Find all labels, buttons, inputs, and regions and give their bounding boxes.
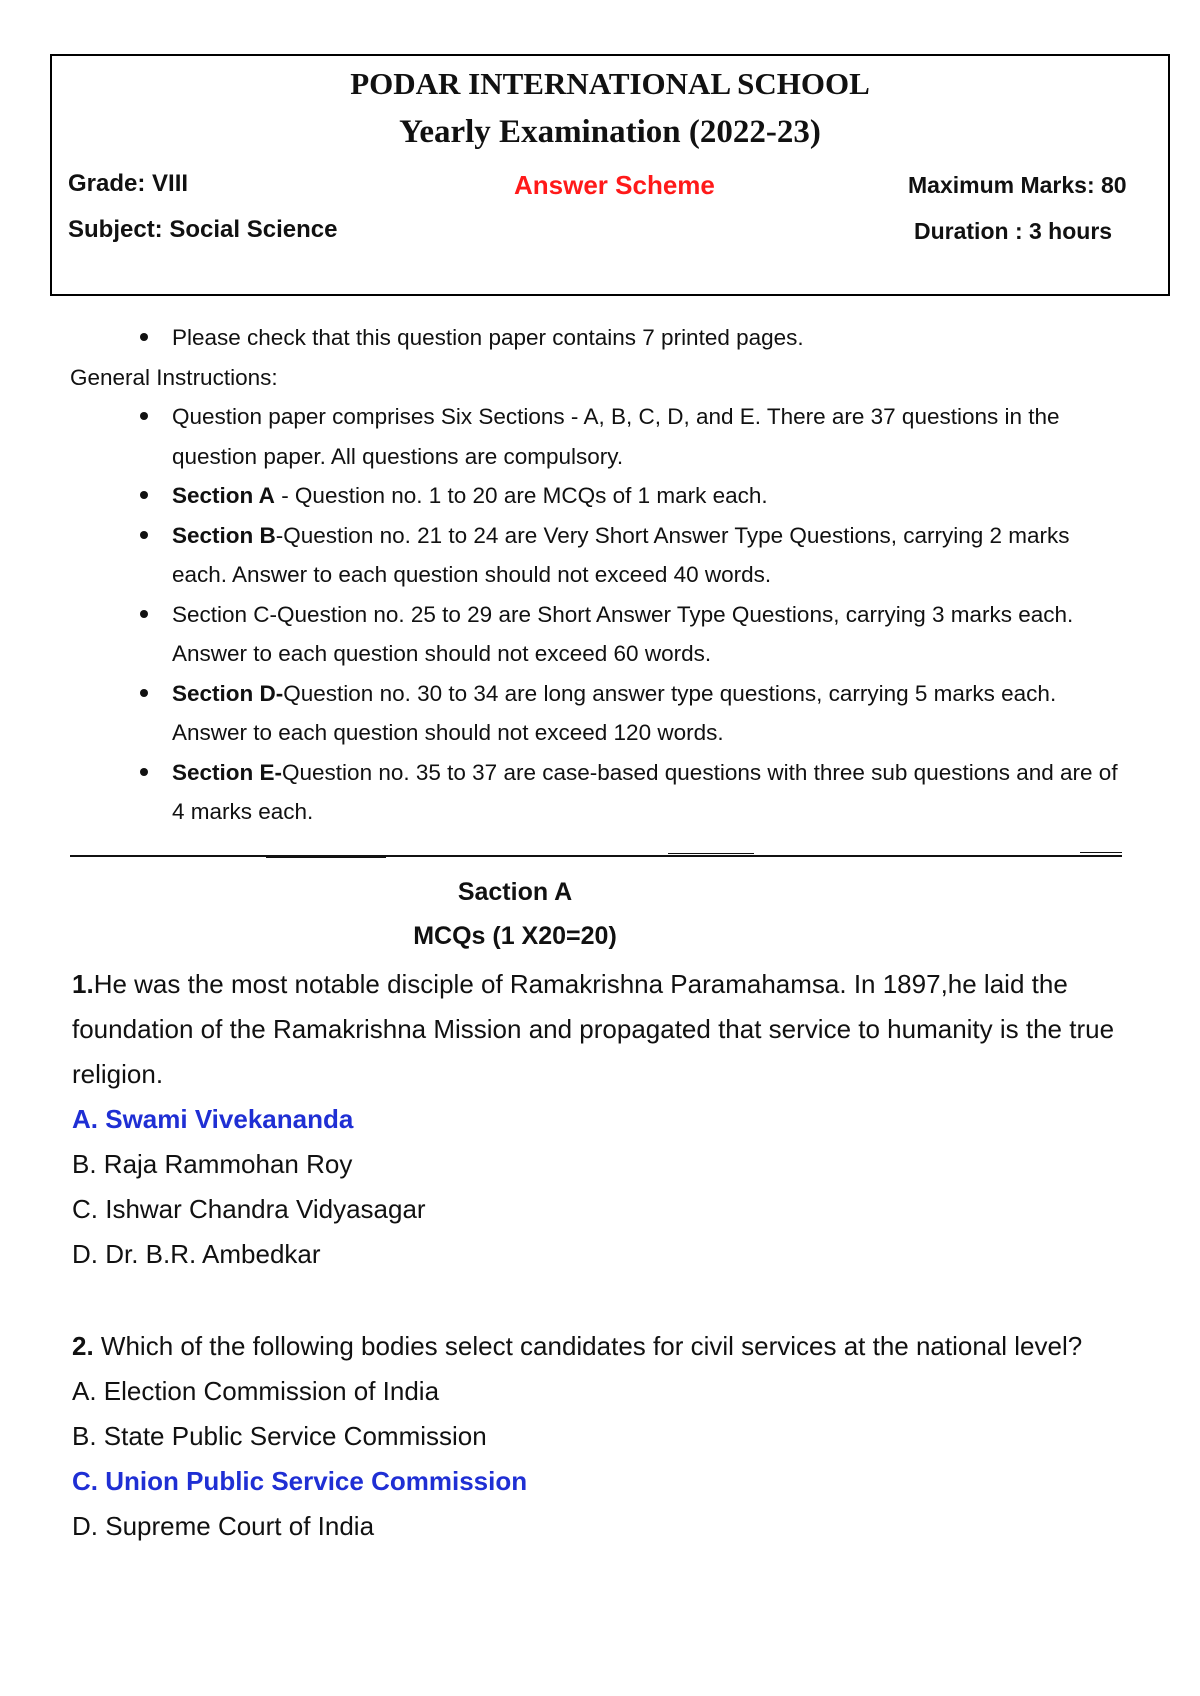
section-title: Saction A (457, 878, 573, 906)
option-b: B. Raja Rammohan Roy (72, 1149, 353, 1179)
grade-label: Grade: VIII (68, 170, 189, 197)
instruction-page-check: Please check that this question paper contains 7 printed pages. (70, 318, 1130, 358)
section-divider (70, 855, 1122, 857)
option-d: D. Supreme Court of India (72, 1511, 375, 1541)
subject-label: Subject: Social Science (68, 216, 338, 243)
instruction-item: Question paper comprises Six Sections - A, B, C, D, and E. There are 37 questions in the question paper. All questions are compulsory. (70, 397, 1130, 476)
school-name: PODAR INTERNATIONAL SCHOOL (350, 66, 870, 101)
divider-segment (1080, 852, 1122, 853)
exam-header (50, 54, 1170, 296)
instruction-item: Section A - Question no. 1 to 20 are MCQs of 1 mark each. (70, 476, 1130, 516)
option-c: C. Ishwar Chandra Vidyasagar (72, 1194, 426, 1224)
option-b: B. State Public Service Commission (72, 1421, 487, 1451)
divider-segment (668, 853, 754, 854)
question-text: 1.He was the most notable disciple of Ramakrishna Paramahamsa. In 1897,he laid the foundation of the Ramakrishna Mission and propagated that service to humanity is the true religion. (72, 969, 1115, 1089)
max-marks-label: Maximum Marks: 80 (908, 172, 1127, 198)
instruction-item: Section B-Question no. 21 to 24 are Very Short Answer Type Questions, carrying 2 marks each. Answer to each question should not exceed 40 words. (70, 516, 1130, 595)
duration-label: Duration : 3 hours (914, 218, 1113, 244)
answer-scheme-label: Answer Scheme (514, 170, 715, 200)
option-a: A. Election Commission of India (72, 1376, 440, 1406)
option-a-correct: A. Swami Vivekananda (72, 1104, 354, 1134)
question-1 (72, 962, 1132, 1277)
instruction-item: Section E-Question no. 35 to 37 are case-based questions with three sub questions and are of 4 marks each. (70, 753, 1130, 832)
general-instructions-heading: General Instructions: (70, 364, 278, 390)
option-d: D. Dr. B.R. Ambedkar (72, 1239, 321, 1269)
divider-segment (266, 857, 386, 858)
instruction-item: Section C-Question no. 25 to 29 are Short Answer Type Questions, carrying 3 marks each. Answer to each question should not exceed 60 words. (70, 595, 1130, 674)
option-c-correct: C. Union Public Service Commission (72, 1466, 528, 1496)
exam-title: Yearly Examination (2022-23) (399, 114, 821, 150)
question-text: 2. Which of the following bodies select candidates for civil services at the national level? (72, 1331, 1083, 1361)
section-subtitle: MCQs (1 X20=20) (413, 922, 617, 950)
instruction-item: Section D-Question no. 30 to 34 are long answer type questions, carrying 5 marks each. Answer to each question should not exceed 120 words. (70, 674, 1130, 753)
instructions (70, 318, 1130, 832)
question-2 (72, 1324, 1132, 1549)
